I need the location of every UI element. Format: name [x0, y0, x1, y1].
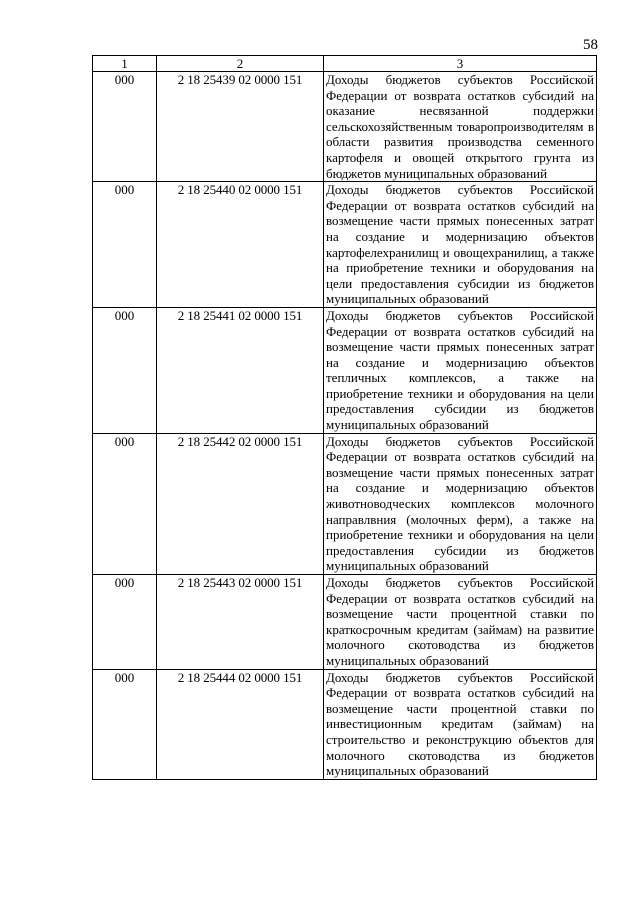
admin-code-cell: 000	[93, 182, 157, 308]
column-header-1: 1	[93, 56, 157, 72]
table-row	[93, 307, 597, 433]
revenue-name-cell: Доходы бюджетов субъектов Российской Федерации от возврата остатков субсидий на возмещение части прямых понесенных затрат на создание и модернизацию объектов животноводческих комплексов молочного направлвния (молочных ферм), а также на приобретение техники и оборудования на цели предоставления субсидии из бюджетов муниципальных образований	[324, 433, 597, 574]
page-number: 58	[583, 37, 598, 53]
column-header-2: 2	[157, 56, 324, 72]
revenue-name-cell: Доходы бюджетов субъектов Российской Федерации от возврата остатков субсидий на возмещение части процентной ставки по краткосрочным кредитам (займам) на развитие молочного скотоводства из бюджетов муниципальных образований	[324, 575, 597, 670]
revenue-code-cell: 2 18 25439 02 0000 151	[157, 72, 324, 182]
table-row	[93, 182, 597, 308]
column-header-3: 3	[324, 56, 597, 72]
revenue-code-cell: 2 18 25443 02 0000 151	[157, 575, 324, 670]
revenue-name-cell: Доходы бюджетов субъектов Российской Федерации от возврата остатков субсидий на возмещение части процентной ставки по инвестиционным кредитам (займам) на строительство и реконструкцию объектов для молочного скотоводства из бюджетов муниципальных образований	[324, 669, 597, 779]
table-row	[93, 433, 597, 574]
admin-code-cell: 000	[93, 72, 157, 182]
revenue-code-cell: 2 18 25444 02 0000 151	[157, 669, 324, 779]
revenue-code-cell: 2 18 25441 02 0000 151	[157, 307, 324, 433]
table-row	[93, 669, 597, 779]
admin-code-cell: 000	[93, 433, 157, 574]
admin-code-cell: 000	[93, 307, 157, 433]
admin-code-cell: 000	[93, 575, 157, 670]
table-row	[93, 575, 597, 670]
revenue-name-cell: Доходы бюджетов субъектов Российской Федерации от возврата остатков субсидий на возмещение части прямых понесенных затрат на создание и модернизацию объектов тепличных комплексов, а также на приобретение техники и оборудования на цели предоставления субсидии из бюджетов муниципальных образований	[324, 307, 597, 433]
revenue-code-cell: 2 18 25442 02 0000 151	[157, 433, 324, 574]
revenue-name-cell: Доходы бюджетов субъектов Российской Федерации от возврата остатков субсидий на оказание несвязанной поддержки сельскохозяйственным товаропроизводителям в области развития производства семенного картофеля и овощей открытого грунта из бюджетов муниципальных образований	[324, 72, 597, 182]
revenue-name-cell: Доходы бюджетов субъектов Российской Федерации от возврата остатков субсидий на возмещение части прямых понесенных затрат на создание и модернизацию объектов картофелехранилищ и овощехранилищ, а также на приобретение техники и оборудования на цели предоставления субсидии из бюджетов муниципальных образований	[324, 182, 597, 308]
table-row	[93, 72, 597, 182]
revenue-code-cell: 2 18 25440 02 0000 151	[157, 182, 324, 308]
admin-code-cell: 000	[93, 669, 157, 779]
budget-classification-table	[92, 55, 597, 780]
table-header-row	[93, 56, 597, 72]
